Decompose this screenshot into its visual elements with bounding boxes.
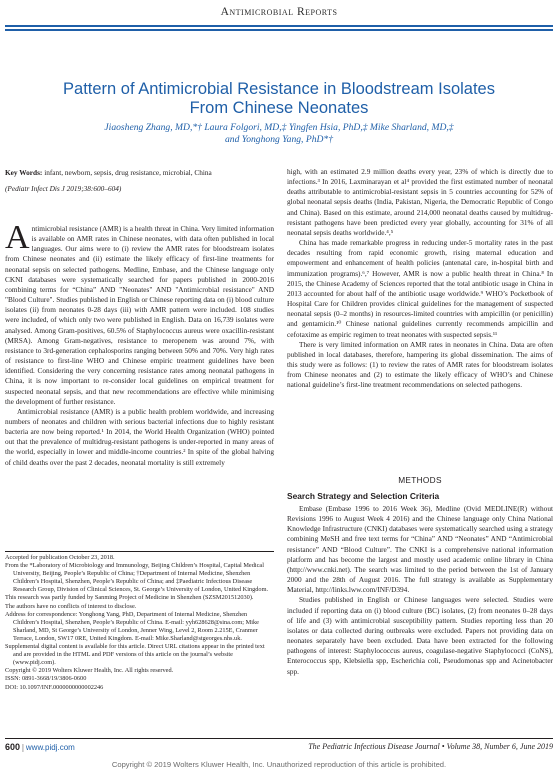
article-title <box>10 80 548 118</box>
intro-paragraph-1: Antimicrobial resistance (AMR) is a public health problem worldwide, and increasing numbers of neonates and children with serious bacterial infections due to highly resistant bacteria are now being reported.¹ In 2014, the World Health Organization (WHO) pointed out that the prevalence of multidrug-resistant pathogens is under-reported in many areas of the world, especially in lower and middle-income countries.² In spite of the global halving of child deaths over the past 2 decades, neonatal mortality is still extremely <box>5 406 274 467</box>
journal-citation: (Pediatr Infect Dis J 2019;38:600–604) <box>5 184 122 193</box>
journal-website-link[interactable]: www.pidj.com <box>25 743 75 752</box>
footnote-accepted: Accepted for publication October 23, 2018. <box>5 554 115 561</box>
methods-paragraph-1: Embase (Embase 1996 to 2016 Week 36), Medline (Ovid MEDLINE(R) without Revisions 1996 to August Week 4 2016) and the Chinese language only China National Knowledge Infrastructure (CNKI) databases were systematically searched using a strategy combining MeSH and free text terms for “China” AND “Neonates” AND “Antimicrobial resistance” AND “Blood Culture”. The CNKI is a comprehensive national information platform and has become the largest and mostly used academic online library in China (http://www.cnki.net). The search was limited to the period between the 1st of January 2000 and the 28th of August 2016. The full strategy is available as Supplementary Material, http://links.lww.com/INF/D394. <box>287 504 553 595</box>
author-list <box>20 122 538 146</box>
header-rule-bottom <box>5 29 553 31</box>
keywords-block <box>5 168 274 194</box>
abstract-text: ntimicrobial resistance (AMR) is a health threat in China. Very limited information is available on AMR rates in Chinese neonates, with data often published in local languages. Our aims were to (i) review the AMR rates for bloodstream isolates from Chinese neonates and (ii) estimate the likely efficacy of first-line treatments for neonatal sepsis on selected pathogens. Medline, Embase, and the Chinese language only CKNI databases were systematically searched for papers published in 2000-2016 combining terms for “China” AND "Neonates" AND "Antimicrobial resistance" AND "Blood Culture". Studies published in English or Chinese reporting data on (i) blood culture isolates (ii) from neonates 0-28 days (iii) with AMR pattern were included. 108 studies were included, of which only two were published in English. Data on 16,739 isolates were analysed. Among Gram-positives, 60.5% of Staphylococcus aureus were oxacillin-resistant (MRSA). Among Gram-negatives, resistance to meropenem was around 7%, with resistance to 3rd-generation cephalosporins ranging between 50% and 70%. Very high rates of resistance to first-line WHO and Chinese empiric treatment guidelines have been identified. Considering the very concerning resistance rates among neonatal pathogens in China, it is now important to re-consider local guidelines on empirical treatment for suspected neonatal sepsis, and that new recommendations are effective while minimising the development of further resistance. <box>5 224 274 406</box>
authors-line-1: Jiaosheng Zhang, MD,*† Laura Folgori, MD,‡ Yingfen Hsia, PhD,‡ Mike Sharland, MD,‡ <box>104 122 454 133</box>
search-strategy-heading: Search Strategy and Selection Criteria <box>287 491 440 501</box>
keywords-label: Key Words: <box>5 168 43 177</box>
footnote-conflicts: The authors have no conflicts of interest to disclose. <box>5 602 137 610</box>
title-line-2: From Chinese Neonates <box>189 99 369 117</box>
authors-line-2: and Yonghong Yang, PhD*† <box>224 134 334 145</box>
drop-cap: A <box>5 219 30 256</box>
footnote-issn: ISSN: 0891-3668/19/3806-0600 <box>5 675 87 683</box>
methods-heading: METHODS <box>398 475 442 485</box>
footnote-affiliations: From the *Laboratory of Microbiology and Immunology, Beijing Children’s Hospital, Capital Medical University, Beijing, People’s Republic of China; †Department of Internal Medicine, Shenzhen Children’s Hospital, Shenzhen, People’s Republic of China; and ‡Paediatric Infectious Disease Research Group, Division of Clinical Sciences, St. George’s University of London, United Kingdom. <box>5 562 269 594</box>
section-label: Antimicrobial Reports <box>220 6 338 18</box>
title-line-1: Pattern of Antimicrobial Resistance in Bloodstream Isolates <box>63 80 495 98</box>
footnotes <box>5 551 274 692</box>
footnote-copyright: Copyright © 2019 Wolters Kluwer Health, Inc. All rights reserved. <box>5 667 174 675</box>
left-column <box>5 219 274 468</box>
keywords-text: infant, newborn, sepsis, drug resistance, microbial, China <box>42 168 212 177</box>
footnote-correspondence: Address for correspondence: Yonghong Yang, PhD, Department of Internal Medicine, Shenzhen Children’s Hospital, Shenzhen, People’s Republic of China. E-mail: yyh628628@sina.com; Mike Sharland, MD, St George’s University of London, Jenner Wing, Level 2, Room 2.215E, Cranmer Terrace, London, SW17 0RE, United Kingdom. E-mail: Mike.Sharland@stgeorges.nhs.uk. <box>5 610 259 642</box>
copyright-notice: Copyright © 2019 Wolters Kluwer Health, Inc. Unauthorized reproduction of this article is prohibited. <box>111 760 447 769</box>
journal-issue-info: The Pediatric Infectious Disease Journal • Volume 38, Number 6, June 2019 <box>308 742 553 751</box>
methods-paragraph-2: Studies published in English or Chinese languages were selected. Studies were included if reporting data on (i) blood culture (BC) isolates, (2) from neonates 0–28 days of life and (3) with antimicrobial susceptibility pattern. Studies reporting less than 20 isolates or data collected during outbreaks were excluded. Papers not providing data on neonates separately have been excluded. Data have been extracted for the following pathogens of interest: Staphylococcus aureus, coagulase-negative Staphylococci (CoNS), Enterococcus spp, Klebsiella spp, Escherichia coli, Pseudomonas spp and Acinetobacter spp. <box>287 595 553 676</box>
footnote-supplemental: Supplemental digital content is available for this article. Direct URL citations appear in the printed text and are provided in the HTML and PDF versions of this article on the journal’s website (www.pidj.com). <box>5 643 265 667</box>
footer-separator: | <box>20 743 26 752</box>
right-column-bottom <box>287 504 553 677</box>
right-column-top <box>287 167 553 390</box>
intro-paragraph-continued: high, with an estimated 2.9 million deaths every year, 23% of which is directly due to infections.³ In 2016, Laxminarayan et al⁴ provided the first estimated number of neonatal deaths attributable to antimicrobial-resistant sepsis in 5 countries accounting for 52% of global neonatal sepsis deaths (India, Pakistan, Nigeria, the Democratic Republic of Congo and China). Based on this estimate, around 214,000 neonatal deaths caused by multidrug-resistant pathogens have been predicted every year globally, accounting for 31% of all neonatal sepsis deaths worldwide.⁴,⁵ <box>287 167 553 237</box>
page-number: 600 <box>5 742 21 752</box>
page-footer <box>5 738 553 753</box>
intro-paragraph-3: There is very limited information on AMR rates in neonates in China. Data are often published in local databases, therefore, hampering its global dissemination. The aims of this study were as follows: (1) to review the rates of AMR rates for bloodstream isolates from Chinese neonates and (2) to estimate the likely efficacy of WHO’s and Chinese national guideline’s first-line treatment recommendations on selected pathogens. <box>287 339 553 390</box>
header-rule-top <box>5 25 553 27</box>
intro-paragraph-2: China has made remarkable progress in reducing under-5 mortality rates in the past decades resulting from rapid economic growth, rising maternal education and empowerment and enhancement of health policies (antenatal care, in-hospital birth and immunization programs).⁶,⁷ However, AMR is now a public health threat in China.⁸ In 2015, the Chinese Academy of Sciences reported that the total antibiotic usage in China in 2013 accounted for about half of the antibiotic usage worldwide.⁹ WHO’s Pocketbook of Hospital Care for Children provides clinical guidelines for the management of suspected neonatal sepsis (0–2 months) in resources-limited countries with ampicillin (or penicillin) and gentamicin.¹⁰ Chinese national guidelines currently recommends ampicillin and cefotaxime as empiric regimen to treat neonates with suspected sepsis.¹¹ <box>287 238 553 339</box>
footnote-funding: This research was partly funded by Sanming Project of Medicine in Shenzhen (SZSM201512030). <box>5 594 254 602</box>
footnote-doi: DOI: 10.1097/INF.0000000000002246 <box>5 683 104 691</box>
abstract-paragraph <box>5 219 274 407</box>
